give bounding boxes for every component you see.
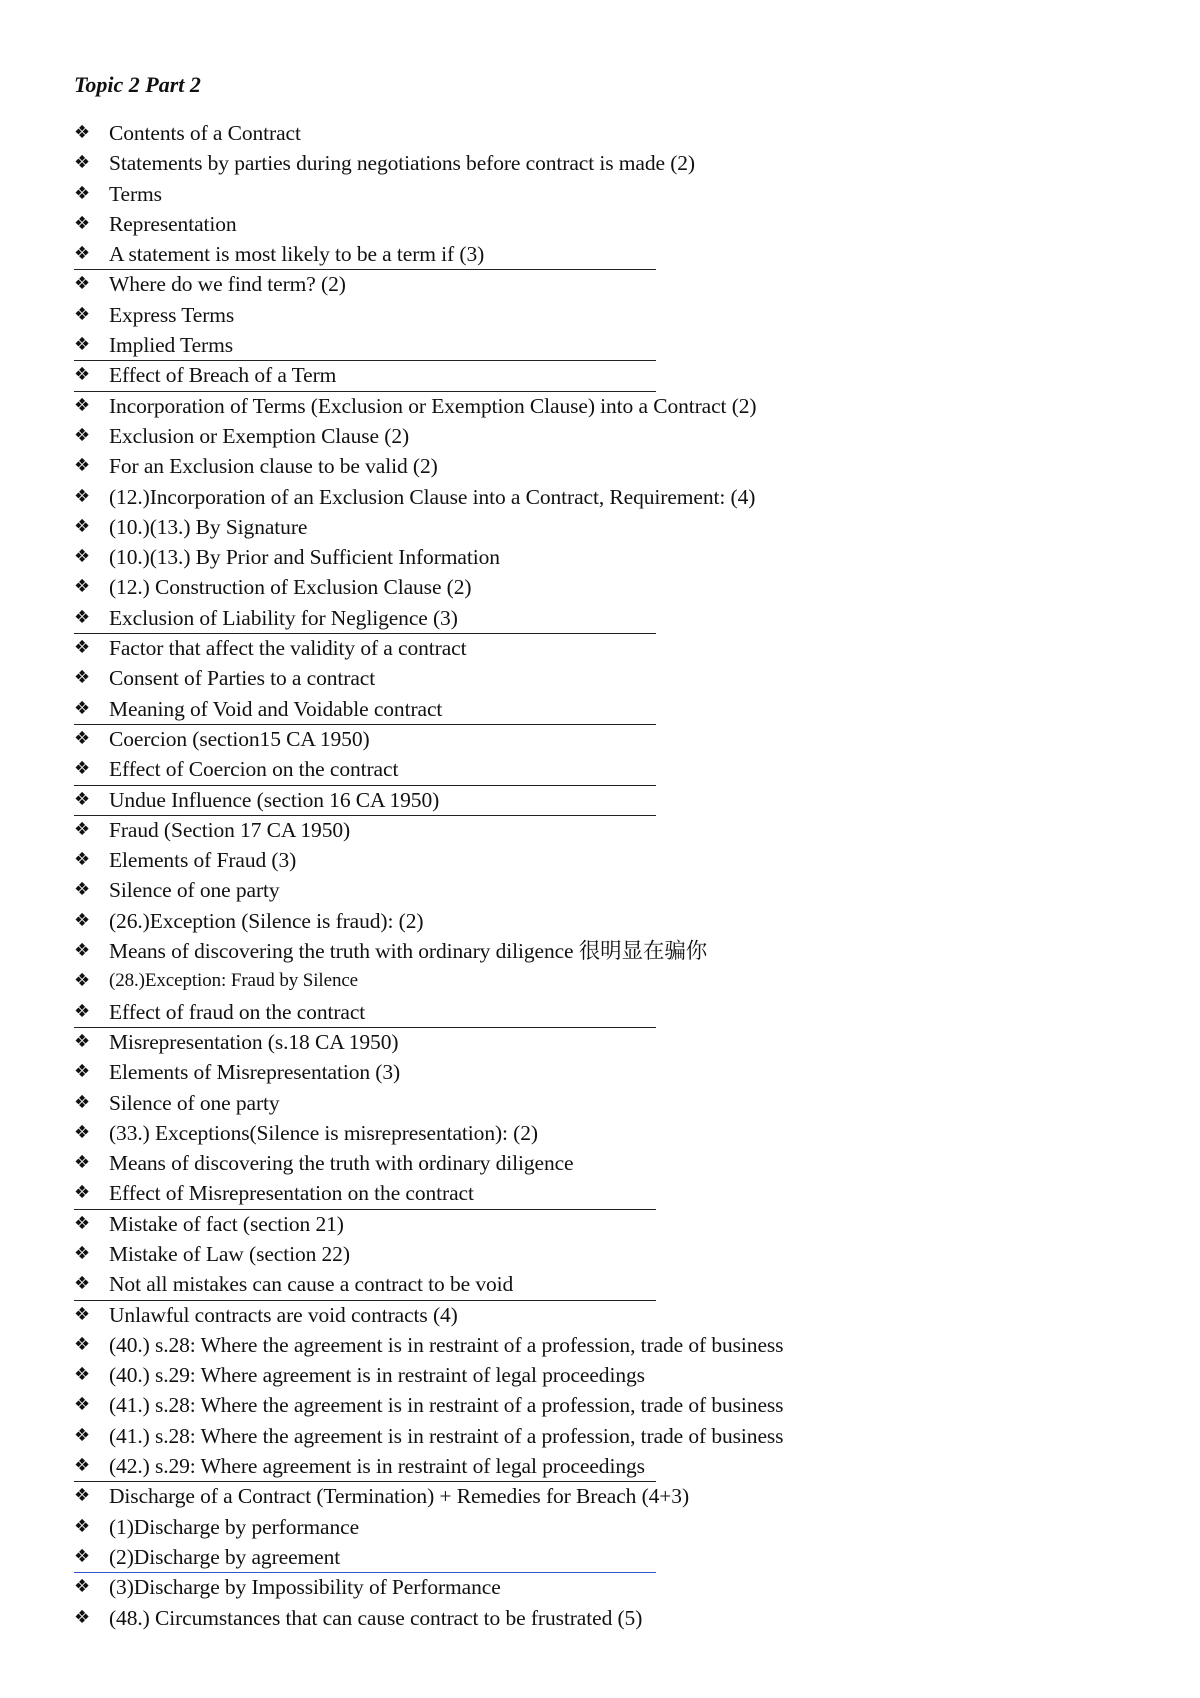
list-item-text: (26.)Exception (Silence is fraud): (2) (109, 908, 424, 933)
list-item-text: Consent of Parties to a contract (109, 666, 376, 691)
page-title: Topic 2 Part 2 (74, 72, 201, 97)
list-item-text: Unlawful contracts are void contracts (4) (109, 1302, 458, 1327)
list-item-text: (41.) s.28: Where the agreement is in restraint of a profession, trade of business (109, 1423, 784, 1448)
diamond-bullet-icon: ❖ (74, 1424, 91, 1446)
diamond-bullet-icon: ❖ (74, 485, 91, 507)
list-item-text: (3)Discharge by Impossibility of Performance (109, 1575, 501, 1600)
list-item-text: Discharge of a Contract (Termination) + Remedies for Breach (4+3) (109, 1484, 690, 1509)
diamond-bullet-icon: ❖ (74, 909, 91, 931)
list-item-text: Silence of one party (109, 878, 280, 903)
diamond-bullet-icon: ❖ (74, 1515, 91, 1537)
diamond-bullet-icon: ❖ (74, 1333, 91, 1355)
diamond-bullet-icon: ❖ (74, 1455, 91, 1477)
list-item-text: A statement is most likely to be a term if (3) (109, 242, 485, 267)
list-item-text: (2)Discharge by agreement (109, 1544, 341, 1569)
list-item-text: Elements of Misrepresentation (3) (109, 1060, 401, 1085)
list-item-text: Where do we find term? (2) (109, 272, 346, 297)
list-item-text: (40.) s.28: Where the agreement is in restraint of a profession, trade of business (109, 1332, 784, 1357)
list-item-text: Undue Influence (section 16 CA 1950) (109, 787, 440, 812)
list-item-text: (10.)(13.) By Prior and Sufficient Information (109, 545, 500, 570)
diamond-bullet-icon: ❖ (74, 879, 91, 901)
list-item-text: Effect of Breach of a Term (109, 363, 337, 388)
diamond-bullet-icon: ❖ (74, 1273, 91, 1295)
diamond-bullet-icon: ❖ (74, 364, 91, 386)
list-item-text: (10.)(13.) By Signature (109, 514, 308, 539)
diamond-bullet-icon: ❖ (74, 1364, 91, 1386)
diamond-bullet-icon: ❖ (74, 273, 91, 295)
diamond-bullet-icon: ❖ (74, 637, 91, 659)
diamond-bullet-icon: ❖ (74, 606, 91, 628)
diamond-bullet-icon: ❖ (74, 576, 91, 598)
list-item-text: (41.) s.28: Where the agreement is in restraint of a profession, trade of business (109, 1393, 784, 1418)
diamond-bullet-icon: ❖ (74, 1121, 91, 1143)
diamond-bullet-icon: ❖ (74, 849, 91, 871)
list-item-text: Exclusion or Exemption Clause (2) (109, 423, 410, 448)
list-item-text: Contents of a Contract (109, 121, 301, 145)
diamond-bullet-icon: ❖ (74, 546, 91, 568)
list-item-text: (33.) Exceptions(Silence is misrepresentation): (2) (109, 1120, 538, 1145)
diamond-bullet-icon: ❖ (74, 1061, 91, 1083)
diamond-bullet-icon: ❖ (74, 1485, 91, 1507)
diamond-bullet-icon: ❖ (74, 424, 91, 446)
list-item-text: (40.) s.29: Where agreement is in restraint of legal proceedings (109, 1363, 645, 1388)
diamond-bullet-icon: ❖ (74, 818, 91, 840)
list-item-text: Coercion (section15 CA 1950) (109, 726, 370, 751)
diamond-bullet-icon: ❖ (74, 243, 91, 265)
diamond-bullet-icon: ❖ (74, 303, 91, 325)
diamond-bullet-icon: ❖ (74, 1182, 91, 1204)
list-item-text: (42.) s.29: Where agreement is in restraint of legal proceedings (109, 1454, 645, 1479)
diamond-bullet-icon: ❖ (74, 1030, 91, 1052)
diamond-bullet-icon: ❖ (74, 727, 91, 749)
list-item-text: (12.)Incorporation of an Exclusion Clause into a Contract, Requirement: (4) (109, 484, 756, 509)
diamond-bullet-icon: ❖ (74, 455, 91, 477)
list-item-text: Mistake of fact (section 21) (109, 1211, 344, 1236)
diamond-bullet-icon: ❖ (74, 1212, 91, 1234)
diamond-bullet-icon: ❖ (74, 1152, 91, 1174)
list-item-text: Misrepresentation (s.18 CA 1950) (109, 1029, 399, 1054)
diamond-bullet-icon: ❖ (74, 788, 91, 810)
diamond-bullet-icon: ❖ (74, 940, 91, 962)
diamond-bullet-icon: ❖ (74, 1545, 91, 1567)
diamond-bullet-icon: ❖ (74, 182, 91, 204)
diamond-bullet-icon: ❖ (74, 697, 91, 719)
list-item-text: Effect of Coercion on the contract (109, 757, 399, 782)
diamond-bullet-icon: ❖ (74, 212, 91, 234)
list-item-text: Exclusion of Liability for Negligence (3) (109, 605, 458, 630)
list-item-text: (28.)Exception: Fraud by Silence (109, 970, 359, 992)
diamond-bullet-icon: ❖ (74, 334, 91, 356)
diamond-bullet-icon: ❖ (74, 1091, 91, 1113)
diamond-bullet-icon: ❖ (74, 1394, 91, 1416)
list-item-text: Implied Terms (109, 333, 233, 358)
list-item-text: Incorporation of Terms (Exclusion or Exemption Clause) into a Contract (2) (109, 393, 757, 418)
list-item-text: For an Exclusion clause to be valid (2) (109, 454, 438, 479)
list-item-text: (1)Discharge by performance (109, 1514, 360, 1539)
list-item-text: Fraud (Section 17 CA 1950) (109, 817, 351, 842)
diamond-bullet-icon: ❖ (74, 515, 91, 537)
list-item-text: Elements of Fraud (3) (109, 848, 297, 873)
diamond-bullet-icon: ❖ (74, 758, 91, 780)
list-item-text: Effect of fraud on the contract (109, 999, 366, 1024)
list-item-text: Silence of one party (109, 1090, 280, 1115)
diamond-bullet-icon: ❖ (74, 1000, 91, 1022)
list-item-text: Not all mistakes can cause a contract to be void (109, 1272, 514, 1297)
diamond-bullet-icon: ❖ (74, 152, 91, 174)
list-item-text: Means of discovering the truth with ordinary diligence (109, 1151, 574, 1176)
list-item-text: (12.) Construction of Exclusion Clause (2) (109, 575, 472, 600)
list-item-text: Express Terms (109, 302, 235, 327)
diamond-bullet-icon: ❖ (74, 1606, 91, 1628)
diamond-bullet-icon: ❖ (74, 1303, 91, 1325)
list-item-text: Terms (109, 181, 162, 206)
diamond-bullet-icon: ❖ (74, 1242, 91, 1264)
diamond-bullet-icon: ❖ (74, 122, 91, 143)
list-item-text: Representation (109, 211, 237, 236)
diamond-bullet-icon: ❖ (74, 970, 91, 992)
list-item-text: Meaning of Void and Voidable contract (109, 696, 443, 721)
list-item-text: Effect of Misrepresentation on the contract (109, 1181, 474, 1206)
diamond-bullet-icon: ❖ (74, 667, 91, 689)
list-item-text: Statements by parties during negotiations before contract is made (2) (109, 151, 695, 176)
diamond-bullet-icon: ❖ (74, 1576, 91, 1598)
list-item-text: Mistake of Law (section 22) (109, 1241, 350, 1266)
list-item-text: Factor that affect the validity of a contract (109, 636, 467, 661)
list-item-text: Means of discovering the truth with ordinary diligence 很明显在骗你 (109, 939, 708, 964)
diamond-bullet-icon: ❖ (74, 394, 91, 416)
list-item-text: (48.) Circumstances that can cause contract to be frustrated (5) (109, 1605, 643, 1630)
